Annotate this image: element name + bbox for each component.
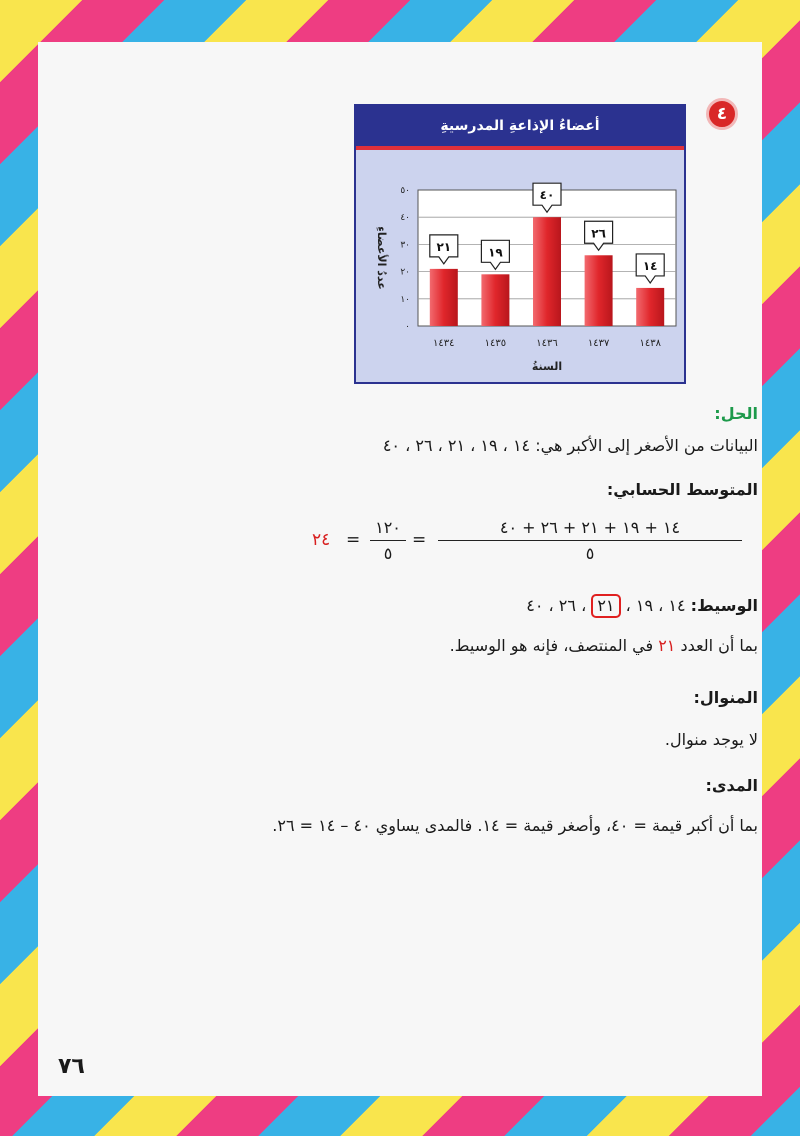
mode-heading: المنوال:: [693, 688, 758, 707]
equals-sign-1: =: [346, 530, 361, 550]
bar: [430, 269, 458, 326]
solution-heading: الحل:: [714, 404, 758, 423]
data-label: ١٤: [642, 258, 658, 273]
bar: [636, 288, 664, 326]
median-before: ١٤ ، ١٩ ،: [625, 596, 686, 615]
chart-panel: [354, 104, 686, 384]
sorted-data-line: البيانات من الأصغر إلى الأكبر هي: ١٤ ، ١٩ ، ٢١ ، ٢٦ ، ٤٠: [382, 436, 758, 455]
mean-result: ٢٤: [312, 530, 331, 550]
data-label: ١٩: [488, 245, 503, 260]
bar-chart: [356, 150, 684, 382]
x-tick-label: ١٤٣٨: [639, 338, 661, 349]
range-text: بما أن أكبر قيمة = ٤٠، وأصغر قيمة = ١٤. فالمدى يساوي ٤٠ – ١٤ = ٢٦.: [272, 816, 758, 835]
median-heading: الوسيط:: [690, 596, 758, 615]
fraction-values: [438, 516, 742, 565]
y-tick-label: ٤٠: [400, 213, 410, 224]
median-explanation: [450, 636, 758, 655]
y-tick-label: ٣٠: [400, 240, 410, 251]
y-tick-label: ٠: [405, 322, 410, 332]
fraction-sum-numerator: ١٢٠: [375, 518, 401, 537]
x-tick-label: ١٤٣٤: [433, 338, 455, 349]
x-axis-title: السنةُ: [531, 360, 563, 373]
median-after: ، ٢٦ ، ٤٠: [526, 596, 587, 615]
y-tick-label: ٥٠: [400, 186, 410, 196]
x-tick-label: ١٤٣٧: [587, 338, 610, 349]
mode-text: لا يوجد منوال.: [664, 730, 758, 749]
fraction-sum-denominator: ٥: [383, 544, 393, 563]
question-number-badge: ٤: [706, 98, 738, 130]
x-tick-label: ١٤٣٥: [484, 338, 507, 349]
mean-heading: المتوسط الحسابي:: [606, 480, 758, 499]
chart-title: أعضاءُ الإذاعةِ المدرسيةِ: [356, 106, 684, 150]
y-tick-label: ١٠: [400, 294, 410, 305]
x-tick-label: ١٤٣٦: [536, 338, 558, 349]
median-explain-value: ٢١: [658, 636, 676, 655]
bar: [481, 274, 509, 326]
range-heading: المدى:: [705, 776, 758, 795]
bar: [585, 255, 613, 326]
equals-sign-2: =: [412, 530, 427, 550]
median-explain-a: بما أن العدد: [680, 636, 758, 655]
fraction-values-denominator: ٥: [585, 544, 595, 563]
data-label: ٢١: [436, 239, 452, 254]
data-label: ٤٠: [539, 188, 555, 203]
y-axis-title: عددُ الأعضاءِ: [375, 226, 388, 290]
fraction-sum: [370, 516, 406, 565]
median-value-boxed: ٢١: [591, 594, 620, 618]
fraction-values-numerator: ١٤ + ١٩ + ٢١ + ٢٦ + ٤٠: [499, 518, 681, 537]
page-number: ٧٦: [58, 1054, 85, 1079]
median-explain-b: في المنتصف، فإنه هو الوسيط.: [449, 636, 654, 655]
y-tick-label: ٢٠: [400, 267, 410, 278]
data-label: ٢٦: [591, 226, 606, 241]
bar: [533, 217, 561, 326]
mean-equation: [302, 516, 742, 570]
median-line: [526, 594, 758, 618]
